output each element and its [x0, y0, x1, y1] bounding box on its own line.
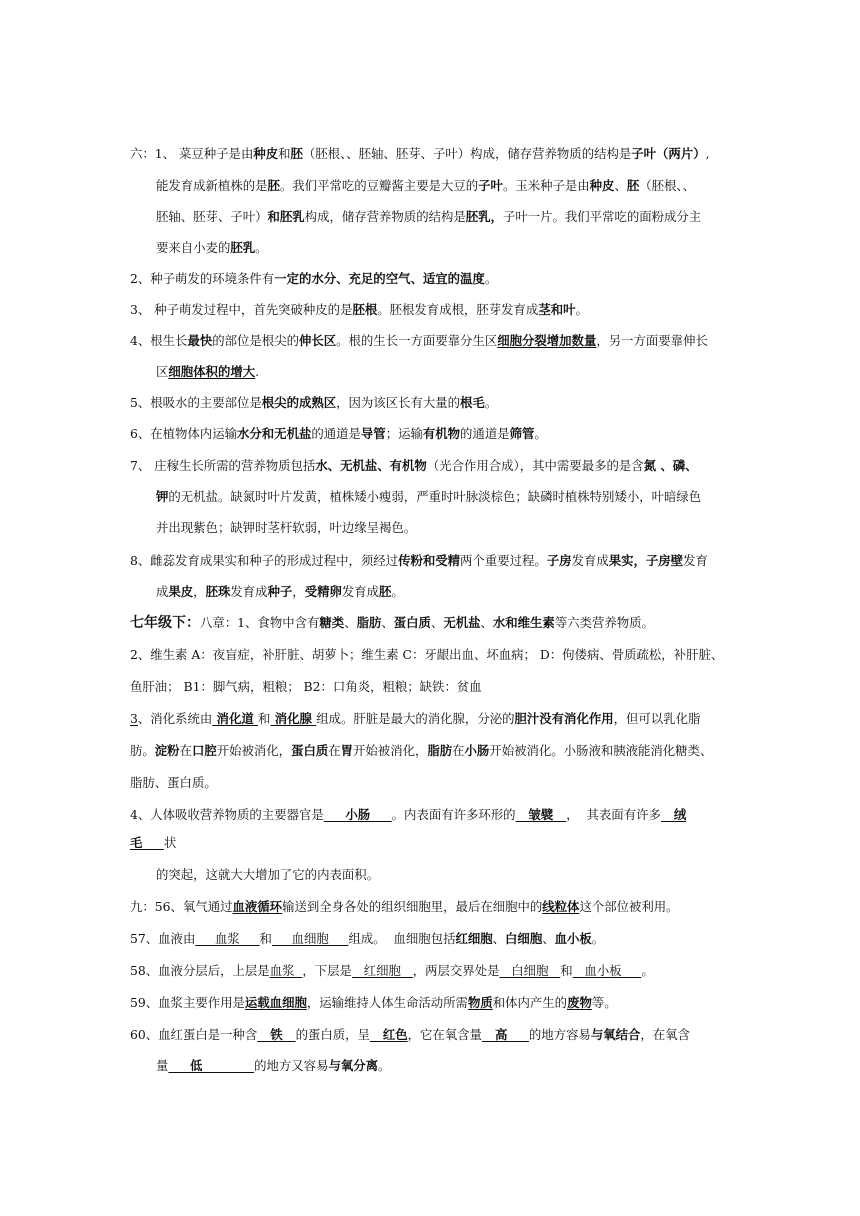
key-term: 最快 — [187, 333, 213, 348]
text-segment: ， — [193, 584, 206, 599]
text-line — [130, 647, 723, 663]
text-segment: 和 — [560, 963, 573, 978]
text-segment: ， — [292, 584, 305, 599]
text-segment: 59、血浆主要作用是 — [130, 995, 245, 1010]
key-term: 线粒体 — [542, 899, 580, 914]
key-term: 子房 — [546, 553, 572, 568]
text-segment: 等。 — [591, 995, 617, 1010]
text-segment: 组成。 血细胞包括 — [348, 931, 456, 946]
text-line — [130, 458, 698, 474]
key-term: 果实，子房壁 — [608, 553, 684, 568]
text-segment: 。 — [591, 931, 605, 946]
key-term: 低 — [168, 1058, 255, 1073]
text-segment: 在 — [328, 743, 341, 758]
key-term: 有机物 — [422, 426, 461, 441]
key-term: 血小板 — [554, 931, 592, 946]
text-segment: 6、在植物体内运输 — [130, 426, 238, 441]
key-term: 毛 — [130, 835, 164, 850]
text-segment: ，因为该区长有大量的 — [336, 395, 461, 410]
text-line — [156, 1058, 390, 1074]
key-term: 胚 — [290, 146, 303, 161]
key-term: 血液循环 — [232, 899, 283, 914]
text-line — [156, 209, 701, 225]
text-line — [130, 899, 679, 915]
key-term: 红色 — [369, 1027, 408, 1042]
key-term: 水分和无机盐 — [237, 426, 312, 441]
section-heading: 七年级下： — [130, 615, 200, 631]
key-term: 铁 — [257, 1027, 296, 1042]
text-segment: ，另一方面要靠伸长 — [596, 333, 708, 348]
text-line — [130, 931, 604, 947]
text-segment: 血浆 — [195, 931, 260, 946]
text-line — [156, 867, 379, 883]
text-segment: 六：1、 菜豆种子是由 — [130, 146, 254, 161]
key-term: 氮 、磷、 — [643, 458, 698, 473]
text-segment: 。 — [641, 963, 654, 978]
text-segment: 肪。 — [130, 743, 155, 758]
text-segment: 输送到全身各处的组织细胞里，最后在细胞中的 — [282, 899, 543, 914]
text-line — [156, 520, 416, 536]
text-segment: 、 — [480, 615, 493, 630]
key-term: 胚 — [379, 584, 392, 599]
key-term: 高 — [482, 1027, 529, 1042]
text-line — [130, 426, 547, 442]
text-line — [156, 584, 404, 600]
text-line — [130, 395, 497, 411]
text-segment: 和 — [258, 711, 271, 726]
key-term: 胃 — [340, 743, 354, 758]
text-segment: 。 — [575, 302, 588, 317]
text-segment: 这个部位被利用。 — [579, 899, 679, 914]
key-term: 水和维生素 — [492, 615, 555, 630]
key-term: 传粉和受精 — [398, 553, 461, 568]
key-term: 与氧分离 — [328, 1058, 379, 1073]
key-term: 绒 — [660, 807, 687, 822]
text-line — [130, 679, 482, 695]
text-segment: ，运输维持人体生命活动所需 — [306, 995, 468, 1010]
key-term: 脂肪 — [427, 743, 453, 758]
key-term: 茎和叶 — [538, 302, 576, 317]
key-term: 筛管 — [509, 426, 535, 441]
text-segment: 发育成 — [230, 584, 268, 599]
text-segment: 脂肪、蛋白质。 — [130, 775, 217, 790]
text-line — [130, 963, 654, 979]
key-term: 小肠 — [323, 807, 392, 822]
text-segment: 发育成 — [341, 584, 380, 599]
text-segment: 开始被消化。小肠液和胰液能消化糖类、 — [489, 743, 713, 758]
key-term: 淀粉 — [154, 743, 180, 758]
text-segment: 量 — [156, 1058, 169, 1073]
key-term: 胆汁没有消化作用 — [514, 711, 614, 726]
text-segment: 、消化系统由 — [137, 711, 213, 726]
text-segment: 8、雌蕊发育成果实和种子的形成过程中，须经过 — [130, 553, 399, 568]
text-segment: 。 — [484, 271, 498, 286]
text-line — [130, 711, 700, 727]
text-segment: 成 — [156, 584, 169, 599]
text-segment: 和 — [278, 146, 291, 161]
text-segment: 、 — [381, 615, 394, 630]
key-term: 胚 — [267, 178, 280, 193]
text-segment: 胚轴、胚芽、子叶） — [156, 209, 268, 224]
text-segment: 。 — [484, 395, 498, 410]
text-segment: 九：56、氧气通过 — [130, 899, 233, 914]
key-term: 和胚乳 — [267, 209, 305, 224]
text-segment: 。 — [255, 240, 268, 255]
key-term: 胚乳， — [465, 209, 503, 224]
text-segment: 开始被消化， — [216, 743, 292, 758]
text-segment: ，但可以乳化脂 — [613, 711, 701, 726]
text-segment: 。 — [378, 1058, 391, 1073]
text-segment: （光合作用合成），其中需要最多的是含 — [426, 458, 644, 473]
key-term: 胚乳 — [230, 240, 256, 255]
text-segment: 红细胞 — [351, 963, 413, 978]
text-segment: 。根的生长一方面要靠分生区 — [336, 333, 498, 348]
text-segment: 。我们平常吃的豆瓣酱主要是大豆的 — [279, 178, 479, 193]
text-segment: 和体内产生的 — [492, 995, 568, 1010]
text-line — [130, 1027, 690, 1043]
text-segment: 、 — [614, 178, 627, 193]
text-segment: 在 — [179, 743, 192, 758]
key-term: 胚珠 — [205, 584, 231, 599]
key-term: 脂肪 — [356, 615, 382, 630]
text-segment: 血浆 — [269, 963, 303, 978]
text-segment: 区 — [156, 364, 169, 379]
key-term: 果皮 — [168, 584, 194, 599]
key-term: 皱襞 — [515, 807, 567, 822]
text-segment: 和 — [259, 931, 272, 946]
text-segment: 的部位是根尖的 — [212, 333, 299, 348]
text-line — [156, 489, 701, 505]
text-segment: 、 — [492, 931, 506, 946]
text-line — [130, 333, 708, 349]
text-segment: 4、人体吸收营养物质的主要器官是 — [130, 807, 324, 822]
key-term: 伸长区 — [298, 333, 337, 348]
key-term: 胚根 — [352, 302, 378, 317]
key-term: 根毛 — [460, 395, 485, 410]
key-term: 糖类 — [319, 615, 345, 630]
text-segment: 。胚根发育成根，胚芽发育成 — [377, 302, 539, 317]
key-term: 胚 — [626, 178, 640, 193]
text-segment: 子叶一片。我们平常吃的面粉成分主 — [502, 209, 702, 224]
text-segment: 、 — [430, 615, 444, 630]
text-line — [130, 146, 710, 162]
text-segment: 的地方又容易 — [254, 1058, 329, 1073]
text-line — [156, 178, 695, 194]
text-segment: 58、血液分层后，上层是 — [130, 963, 270, 978]
text-segment: 的无机盐。缺氮时叶片发黄，植株矮小瘦弱，严重时叶脉淡棕色；缺磷时植株特别矮小，叶暗绿色 — [168, 489, 702, 504]
key-term: 细胞分裂增加数量 — [497, 333, 597, 348]
key-term: 白细胞 — [505, 931, 543, 946]
key-term: 消化腺 — [270, 711, 317, 726]
text-segment: 鱼肝油； B1：脚气病，粗粮； B2：口角炎，粗粮；缺铁：贫血 — [130, 679, 482, 694]
key-term: 种皮 — [589, 178, 615, 193]
text-line — [156, 240, 268, 256]
text-segment: 。 — [534, 426, 547, 441]
text-line — [130, 835, 176, 851]
text-segment: 血细胞 — [271, 931, 349, 946]
text-segment: （胚根、、胚轴、胚芽、子叶）构成，储存营养物质的结构是 — [302, 146, 632, 161]
key-term: 种皮 — [253, 146, 279, 161]
key-term: 钾 — [156, 489, 169, 504]
key-term: 水、无机盐、有机物 — [315, 458, 427, 473]
text-segment: 。 — [391, 584, 404, 599]
text-segment: 3 — [130, 711, 138, 726]
text-segment: 在 — [452, 743, 465, 758]
key-term: 子叶 — [478, 178, 503, 193]
key-term: 红细胞 — [455, 931, 493, 946]
key-term: 口腔 — [191, 743, 217, 758]
text-segment: 等六类营养物质。 — [554, 615, 654, 630]
text-segment: 7、 庄稼生长所需的营养物质包括 — [130, 458, 316, 473]
text-segment: 的地方容易 — [528, 1027, 591, 1042]
key-term: 蛋白质 — [393, 615, 431, 630]
text-line — [130, 271, 497, 287]
text-segment: ，在氧含 — [640, 1027, 690, 1042]
text-segment: . — [255, 364, 260, 379]
key-term: 废物 — [567, 995, 592, 1010]
text-segment: 的蛋白质，呈 — [295, 1027, 370, 1042]
text-segment: ；运输 — [385, 426, 423, 441]
key-term: 运载血细胞 — [244, 995, 307, 1010]
text-segment: 八章：1、食物中含有 — [200, 615, 320, 630]
text-segment: 。内表面有许多环形的 — [391, 807, 516, 822]
text-line — [130, 807, 686, 823]
text-segment: 并出现紫色；缺钾时茎杆软弱，叶边缘呈褐色。 — [156, 520, 417, 535]
text-segment: 两个重要过程。 — [460, 553, 547, 568]
key-term: 种子 — [267, 584, 293, 599]
key-term: 导管 — [360, 426, 386, 441]
key-term: 子叶（两片） — [631, 146, 706, 161]
text-segment: 状 — [163, 835, 177, 850]
key-term: 蛋白质 — [291, 743, 329, 758]
text-line — [130, 743, 712, 759]
text-segment: 血小板 — [572, 963, 642, 978]
text-segment: 的突起，这就大大增加了它的内表面积。 — [156, 867, 380, 882]
text-line — [130, 995, 617, 1011]
text-line — [130, 302, 588, 318]
text-segment: 2、维生素 A：夜盲症，补肝脏、胡萝卜；维生素 C：牙龈出血、坏血病； D：佝偻病、骨质疏松，补肝脏、 — [130, 647, 724, 662]
text-segment: 57、血液由 — [130, 931, 196, 946]
text-segment: 要来自小麦的 — [156, 240, 231, 255]
text-segment: 。玉米种子是由 — [502, 178, 590, 193]
text-segment: 、 — [344, 615, 357, 630]
text-line — [130, 553, 708, 569]
text-segment: 开始被消化， — [353, 743, 428, 758]
key-term: 细胞体积的增大 — [168, 364, 256, 379]
text-line — [130, 615, 654, 631]
text-segment: 的通道是 — [311, 426, 361, 441]
key-term: 消化道 — [212, 711, 259, 726]
text-segment: 60、血红蛋白是一种含 — [130, 1027, 258, 1042]
text-segment: 、 — [542, 931, 555, 946]
key-term: 物质 — [467, 995, 493, 1010]
text-segment: 5、根吸水的主要部位是 — [130, 395, 262, 410]
key-term: 受精卵 — [304, 584, 342, 599]
key-term: 无机盐 — [443, 615, 481, 630]
text-segment: 发育成 — [571, 553, 609, 568]
text-segment: 的通道是 — [460, 426, 510, 441]
text-segment: , — [705, 146, 710, 161]
text-segment: 能发育成新植株的是 — [156, 178, 268, 193]
text-segment: 2、种子萌发的环境条件有 — [130, 271, 275, 286]
key-term: 与氧结合 — [590, 1027, 641, 1042]
text-segment: （胚根、、 — [639, 178, 695, 193]
text-segment: 发育 — [683, 553, 708, 568]
key-term: 根尖的成熟区 — [261, 395, 337, 410]
key-term: 小肠 — [464, 743, 490, 758]
text-segment: ，下层是 — [302, 963, 352, 978]
text-segment: ，它在氧含量 — [407, 1027, 482, 1042]
text-segment: 组成。肝脏是最大的消化腺，分泌的 — [316, 711, 515, 726]
text-line — [156, 364, 259, 380]
key-term: 一定的水分、充足的空气、适宜的温度 — [274, 271, 485, 286]
text-segment: ， 其表面有许多 — [566, 807, 661, 822]
text-segment: 白细胞 — [499, 963, 561, 978]
text-segment: ，两层交界处是 — [412, 963, 500, 978]
text-segment: 3、 种子萌发过程中，首先突破种皮的是 — [130, 302, 353, 317]
text-segment: 构成，储存营养物质的结构是 — [304, 209, 466, 224]
text-segment: 4、根生长 — [130, 333, 188, 348]
text-line — [130, 775, 217, 791]
